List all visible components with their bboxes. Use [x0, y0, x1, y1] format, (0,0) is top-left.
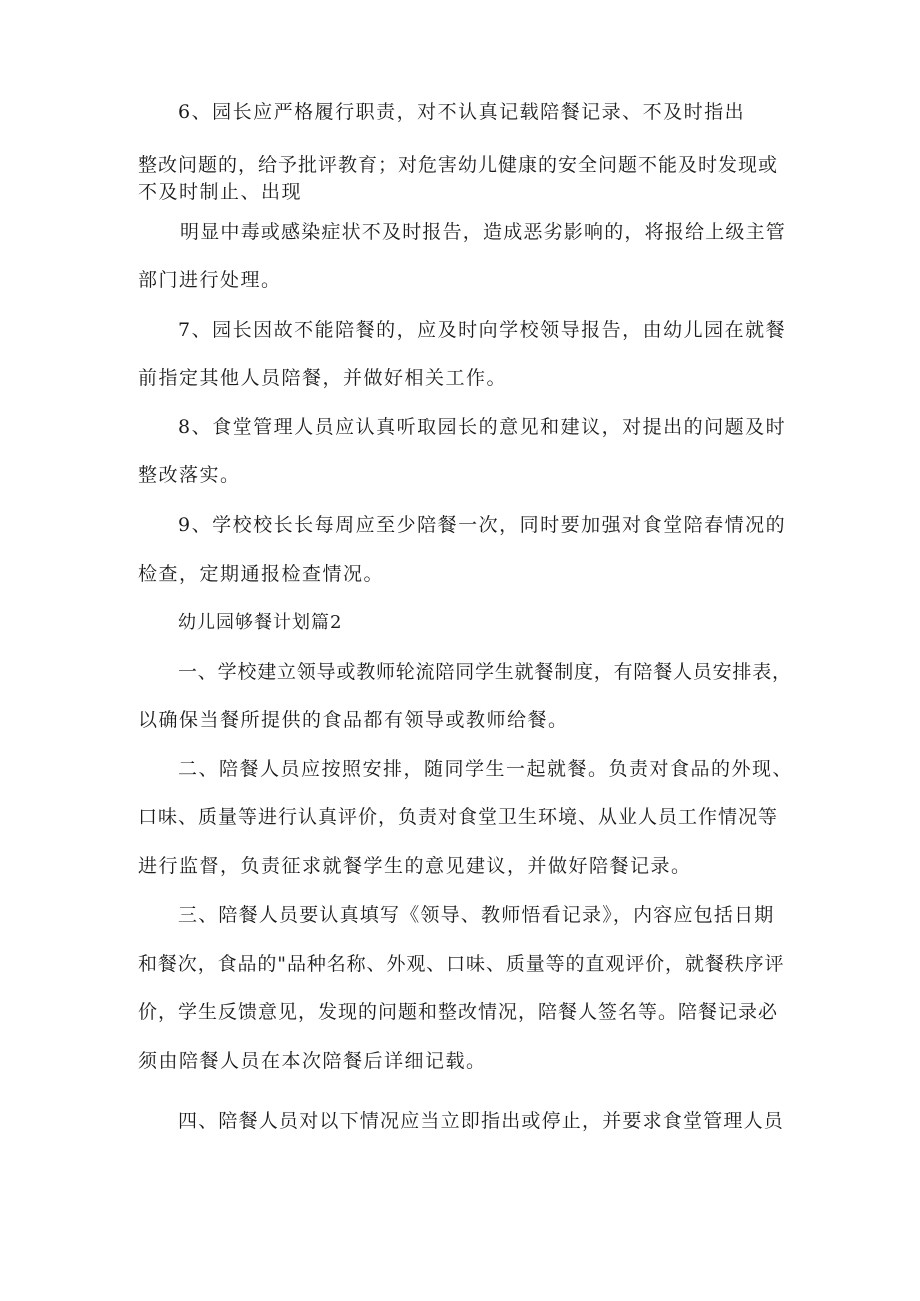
text-line: 二、陪餐人员应按照安排，随同学生一起就餐。负责对食品的外现、 [178, 758, 794, 780]
text-line: 和餐次，食品的"品种名称、外观、口味、质量等的直观评价，就餐秩序评 [138, 953, 785, 975]
text-line: 部门进行处理。 [138, 269, 282, 291]
text-line: 四、陪餐人员对以下情况应当立即指出或停止，并要求食堂管理人员 [178, 1110, 785, 1132]
section-heading: 幼儿园够餐计划篇2 [178, 612, 343, 633]
text-line: 进行监督，负责征求就餐学生的意见建议，并做好陪餐记录。 [138, 855, 692, 877]
text-line: 7、园长因故不能陪餐的，应及时向学校领导报告，由幼儿园在就餐 [178, 319, 787, 341]
text-line: 口味、质量等进行认真评价，负责对食堂卫生环境、从业人员工作情况等 [138, 806, 779, 828]
text-line: 9、学校校长长每周应至少陪餐一次，同时要加强对食堂陪春情况的 [178, 514, 787, 536]
text-line: 整改落实。 [138, 464, 241, 486]
text-line: 6、园长应严格履行职责，对不认真记载陪餐记录、不及时指出 [178, 101, 746, 123]
text-line: 以确保当餐所提供的食品都有领导或教师给餐。 [138, 709, 569, 731]
text-line: 8、食堂管理人员应认真听取园长的意见和建议，对提出的问题及时 [178, 416, 787, 438]
text-line: 检查，定期通报检查情况。 [138, 563, 385, 585]
text-line: 不及时制止、出现 [138, 181, 303, 203]
text-line: 明显中毒或感染症状不及时报告，造成恶劣影响的，将报给上级主管 [180, 221, 787, 243]
text-line: 须由陪餐人员在本次陪餐后详细记载。 [138, 1050, 487, 1072]
text-line: 价，学生反馈意见，发现的问题和整改情况，陪餐人签名等。陪餐记录必 [138, 1001, 779, 1023]
text-line: 整改问题的，给予批评教育；对危害幼儿健康的安全问题不能及时发现或 [138, 154, 779, 176]
text-line: 三、陪餐人员要认真填写《领导、教师悟看记录》，内容应包括日期 [178, 904, 775, 926]
text-line: 一、学校建立领导或教师轮流陪同学生就餐制度，有陪餐人员安排表， [178, 661, 792, 683]
text-line: 前指定其他人员陪餐，并做好相关工作。 [138, 367, 508, 389]
